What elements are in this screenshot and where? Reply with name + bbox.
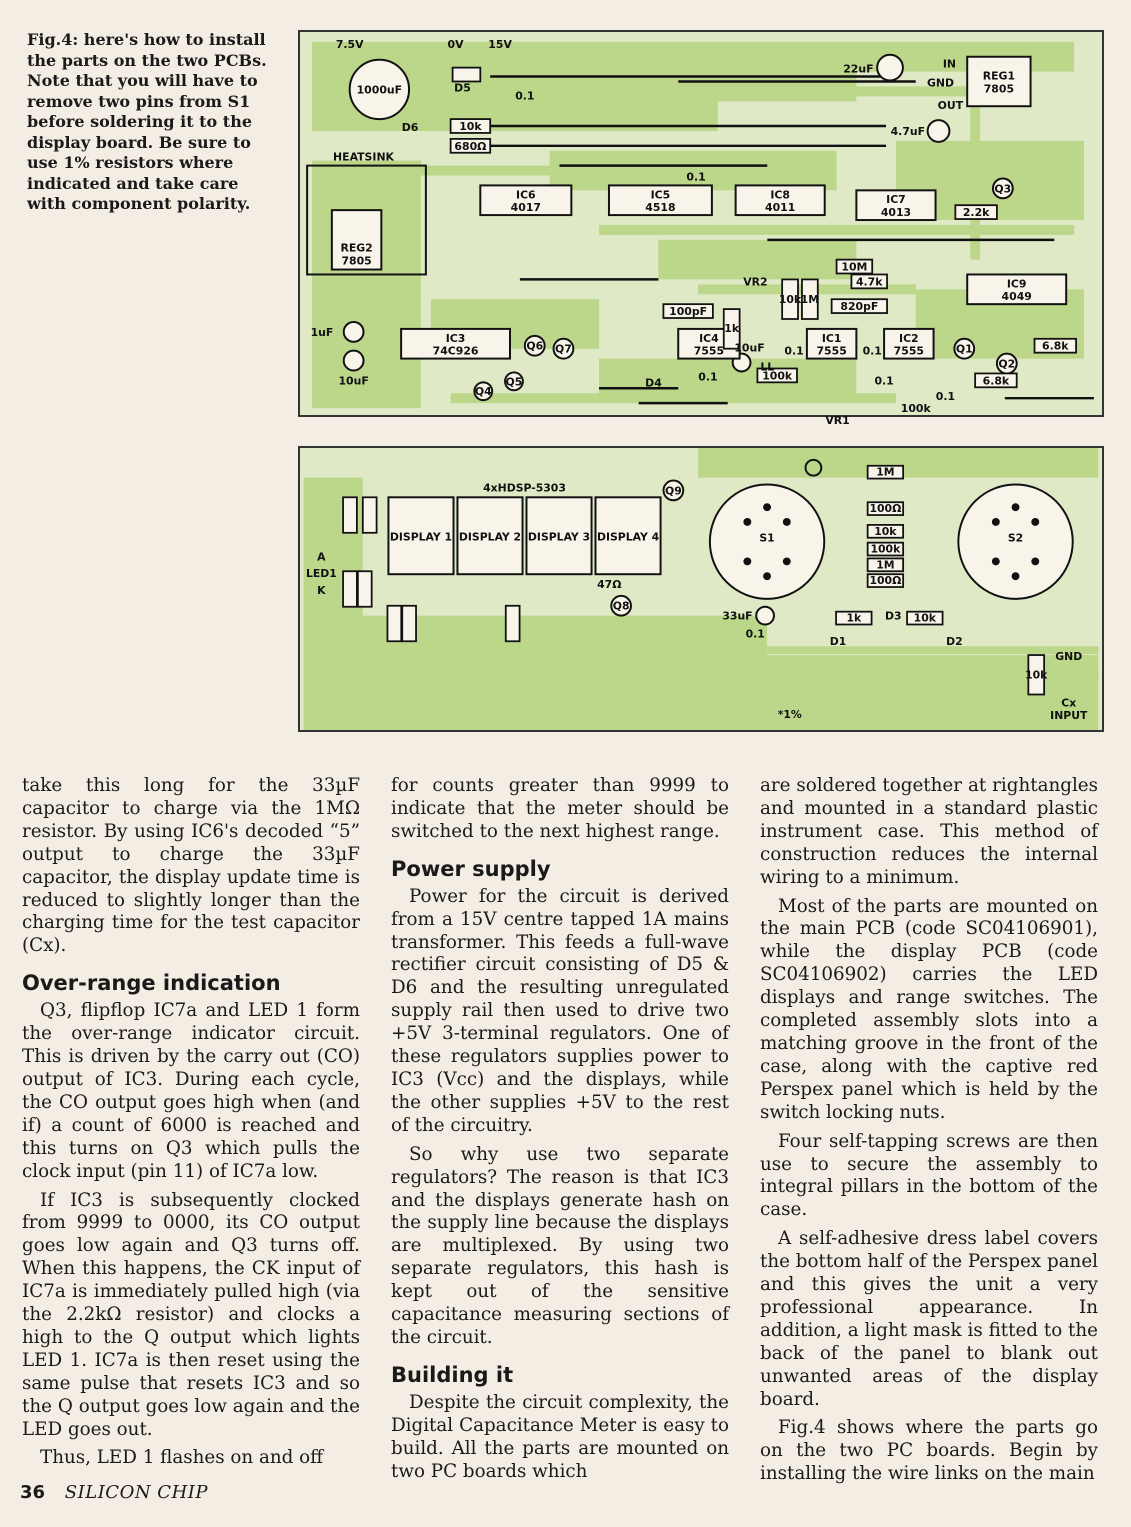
label-10k: 10k — [874, 524, 897, 538]
label-q5: Q5 — [505, 375, 523, 389]
label-15v: 15V — [488, 37, 512, 51]
label-0-1b: 0.1 — [686, 170, 706, 184]
label-vr1: VR1 — [825, 413, 850, 427]
label-7805-b: 7805 — [341, 254, 372, 268]
label-820pf: 820pF — [840, 300, 879, 314]
label-100-ohm: 100Ω — [869, 502, 902, 516]
label-6-8k-b: 6.8k — [982, 374, 1010, 388]
label-s2: S2 — [1007, 531, 1024, 545]
label-ic8: IC8 — [770, 188, 790, 202]
label-47-ohm: 47Ω — [597, 578, 622, 592]
cap-22uf — [877, 55, 903, 81]
label-q9: Q9 — [665, 484, 682, 498]
label-4518: 4518 — [645, 201, 676, 215]
label-0-1a: 0.1 — [515, 89, 535, 103]
label-100k-a: 100k — [762, 369, 793, 383]
label-d1: D1 — [829, 635, 847, 649]
col3-paragraph-1: are soldered together at rightangles and mounted in a standard plastic instrument case. This method of construction reduces the internal wiring to a minimum. — [760, 775, 1098, 888]
label-display-3: DISPLAY 3 — [527, 530, 591, 544]
label-q1: Q1 — [955, 342, 973, 356]
label-100k-b: 100k — [900, 402, 931, 416]
label-33uf: 33uF — [722, 609, 753, 623]
label-4017: 4017 — [510, 201, 541, 215]
label-ic9: IC9 — [1006, 277, 1027, 291]
label-10m: 10M — [841, 260, 868, 274]
label-680: 680Ω — [454, 139, 487, 153]
label-4013: 4013 — [880, 206, 912, 220]
label-ic7: IC7 — [886, 193, 906, 207]
column-2 — [391, 775, 729, 1483]
col1-paragraph-3: If IC3 is subsequently clocked from 9999 to 0000, its CO output goes low again and Q3 turns off. When this happens, the CK input of IC7a is immediately pulled high (via the 2.2kΩ resistor) and clocks a high to the Q output which lights LED 1. IC7a is then reset using the same pulse that resets IC3 and so the Q output goes low again and the LED goes out. — [22, 1189, 360, 1440]
label-0v: 0V — [447, 37, 464, 51]
label-4011: 4011 — [765, 201, 796, 215]
label-10k-v: 10k — [778, 293, 802, 307]
label-6-8k-a: 6.8k — [1042, 339, 1069, 353]
page-footer — [20, 1482, 208, 1503]
col1-paragraph-1: take this long for the 33µF capacitor to charge via the 1MΩ resistor. By using IC6's decoded “5” output to charge the 33µF capacitor, the display update time is reduced to slightly longer than the charging time for the test capacitor (Cx). — [22, 775, 360, 957]
col3-paragraph-2: Most of the parts are mounted on the main PCB (code SC04106901), while the display PCB (code SC04106902) carries the LED displays and range switches. The completed assembly slots into a matching groove in the front of the case, along with the captive red Perspex panel which is held by the switch locking nuts. — [760, 895, 1098, 1123]
label-q4: Q4 — [474, 385, 492, 399]
label-ll: LL — [760, 360, 775, 374]
label-10k-b: 10k — [913, 611, 936, 625]
column-3 — [760, 775, 1098, 1486]
col1-paragraph-4: Thus, LED 1 flashes on and off — [40, 1447, 324, 1469]
label-1k: 1k — [846, 611, 862, 625]
label-d2: D2 — [946, 635, 963, 649]
label-1uf: 1uF — [310, 325, 334, 339]
label-7555-a: 7555 — [693, 344, 725, 358]
label-ic2: IC2 — [899, 331, 919, 345]
label-0-1d: 0.1 — [784, 344, 804, 358]
display-pcb-svg — [300, 448, 1102, 730]
label-100pf: 100pF — [669, 305, 708, 319]
label-display-4: DISPLAY 4 — [596, 530, 660, 544]
col3-paragraph-3: Four self-tapping screws are then use to secure the assembly to integral pillars in the bottom of the case. — [760, 1130, 1098, 1221]
label-10k-v: 10k — [1025, 668, 1048, 682]
label-4049: 4049 — [1001, 290, 1032, 304]
label-10uf: 10uF — [734, 341, 765, 355]
label-display-2: DISPLAY 2 — [458, 530, 522, 544]
label-7555-c: 7555 — [893, 344, 924, 358]
label-74c926: 74C926 — [432, 344, 479, 358]
label-cx: Cx — [1061, 696, 1077, 710]
label-1-percent: *1% — [777, 708, 802, 722]
label-reg2: REG2 — [340, 241, 373, 255]
label-ic1: IC1 — [821, 331, 842, 345]
main-pcb-diagram — [298, 30, 1104, 427]
cap-47uf — [928, 120, 950, 142]
label-1k: 1k — [724, 321, 740, 335]
label-q3: Q3 — [994, 182, 1012, 196]
label-ic6: IC6 — [516, 188, 536, 202]
label-100-ohm-b: 100Ω — [869, 574, 902, 588]
cap-1uf — [344, 322, 364, 342]
figure-caption: Fig.4: here's how to install the parts on the two PCBs. Note that you will have to remove two pins from S1 before soldering it to the display board. Be sure to use 1% resistors where indicated and take care with component polarity. — [27, 30, 267, 213]
label-0-1g: 0.1 — [935, 390, 956, 404]
label-d3: D3 — [885, 609, 902, 623]
label-0-1: 0.1 — [745, 627, 765, 641]
label-7555-b: 7555 — [816, 344, 847, 358]
heading-power-supply: Power supply — [391, 856, 551, 881]
label-in: IN — [942, 57, 956, 71]
label-0-1c: 0.1 — [698, 370, 718, 384]
label-led1: LED1 — [305, 567, 337, 581]
label-10uf-b: 10uF — [338, 374, 369, 388]
label-heatsink: HEATSINK — [333, 150, 394, 164]
label-q7: Q7 — [555, 342, 572, 356]
label-ic4: IC4 — [699, 331, 719, 345]
page-number: 36 — [20, 1482, 46, 1503]
label-100k: 100k — [870, 542, 901, 556]
label-ic5: IC5 — [650, 188, 671, 202]
label-vr2: VR2 — [743, 275, 768, 289]
label-gnd: GND — [926, 76, 955, 90]
col2-paragraph-1: for counts greater than 9999 to indicate that the meter should be switched to the next highest range. — [391, 775, 729, 842]
heading-building-it: Building it — [391, 1362, 514, 1387]
cap-33uf — [756, 607, 774, 625]
col3-paragraph-5: Fig.4 shows where the parts go on the two PC boards. Begin by installing the wire links on the main — [760, 1417, 1098, 1485]
heading-over-range: Over-range indication — [22, 971, 281, 996]
main-pcb-svg — [300, 32, 1102, 427]
col2-paragraph-4: Despite the circuit complexity, the Digital Capacitance Meter is easy to build. All the parts are mounted on two PC boards which — [391, 1391, 729, 1482]
label-q2: Q2 — [998, 357, 1016, 371]
label-ic3: IC3 — [445, 331, 466, 345]
label-1m-b: 1M — [876, 558, 895, 572]
column-1 — [22, 775, 360, 1470]
magazine-name: SILICON CHIP — [64, 1482, 208, 1503]
label-d4: D4 — [645, 376, 662, 390]
label-hdsp: 4xHDSP-5303 — [483, 481, 566, 495]
label-0-1f: 0.1 — [874, 374, 894, 388]
label-k: K — [317, 583, 326, 597]
label-d5: D5 — [454, 81, 471, 95]
col3-paragraph-4: A self-adhesive dress label covers the bottom half of the Perspex panel and this gives the unit a very professional appearance. In addition, a light mask is fitted to the back of the panel to blank out unwanted areas of the display board. — [760, 1228, 1098, 1410]
col2-paragraph-3: So why use two separate regulators? The reason is that IC3 and the displays generate hash on the supply line because the displays are multiplexed. By using two separate regulators, this hash is kept out of the sensitive capacitance measuring sections of the circuit. — [391, 1143, 729, 1348]
label-gnd: GND — [1055, 649, 1083, 663]
label-7-5v: 7.5V — [335, 37, 364, 51]
display-pcb-diagram — [298, 446, 1104, 732]
label-a: A — [317, 550, 326, 564]
label-d6: D6 — [401, 120, 419, 134]
label-out: OUT — [937, 99, 964, 113]
label-q6: Q6 — [526, 339, 544, 353]
col2-paragraph-2: Power for the circuit is derived from a 15V centre tapped 1A mains transformer. This feeds a full-wave rectifier circuit consisting of D5 & D6 and the resulting unregulated supply rail then used to drive two +5V 3-terminal regulators. One of these regulators supplies power to IC3 (Vcc) and the displays, while the other supplies +5V to the rest of the circuitry. — [391, 885, 729, 1136]
label-2-2k: 2.2k — [962, 206, 990, 220]
label-1m: 1M — [800, 293, 820, 307]
label-1m: 1M — [876, 465, 895, 479]
label-10k: 10k — [459, 119, 482, 133]
label-4-7k: 4.7k — [855, 275, 883, 289]
col1-paragraph-2: Q3, flipflop IC7a and LED 1 form the over-range indicator circuit. This is driven by the carry out (CO) output of IC3. During each cycle, the CO output goes high when (and if) a count of 6000 is reached and this turns on Q3 which pulls the clock input (pin 11) of IC7a low. — [22, 1000, 360, 1182]
label-0-1e: 0.1 — [862, 344, 882, 358]
label-s1: S1 — [759, 531, 775, 545]
cap-10uf — [344, 351, 364, 371]
label-4-7uf: 4.7uF — [890, 124, 926, 138]
label-input: INPUT — [1050, 709, 1088, 723]
label-q8: Q8 — [612, 599, 630, 613]
label-7805-a: 7805 — [983, 82, 1015, 96]
label-display-1: DISPLAY 1 — [389, 530, 453, 544]
label-reg1: REG1 — [982, 69, 1016, 83]
label-1000uf: 1000uF — [356, 83, 403, 97]
label-22uf: 22uF — [843, 62, 874, 76]
